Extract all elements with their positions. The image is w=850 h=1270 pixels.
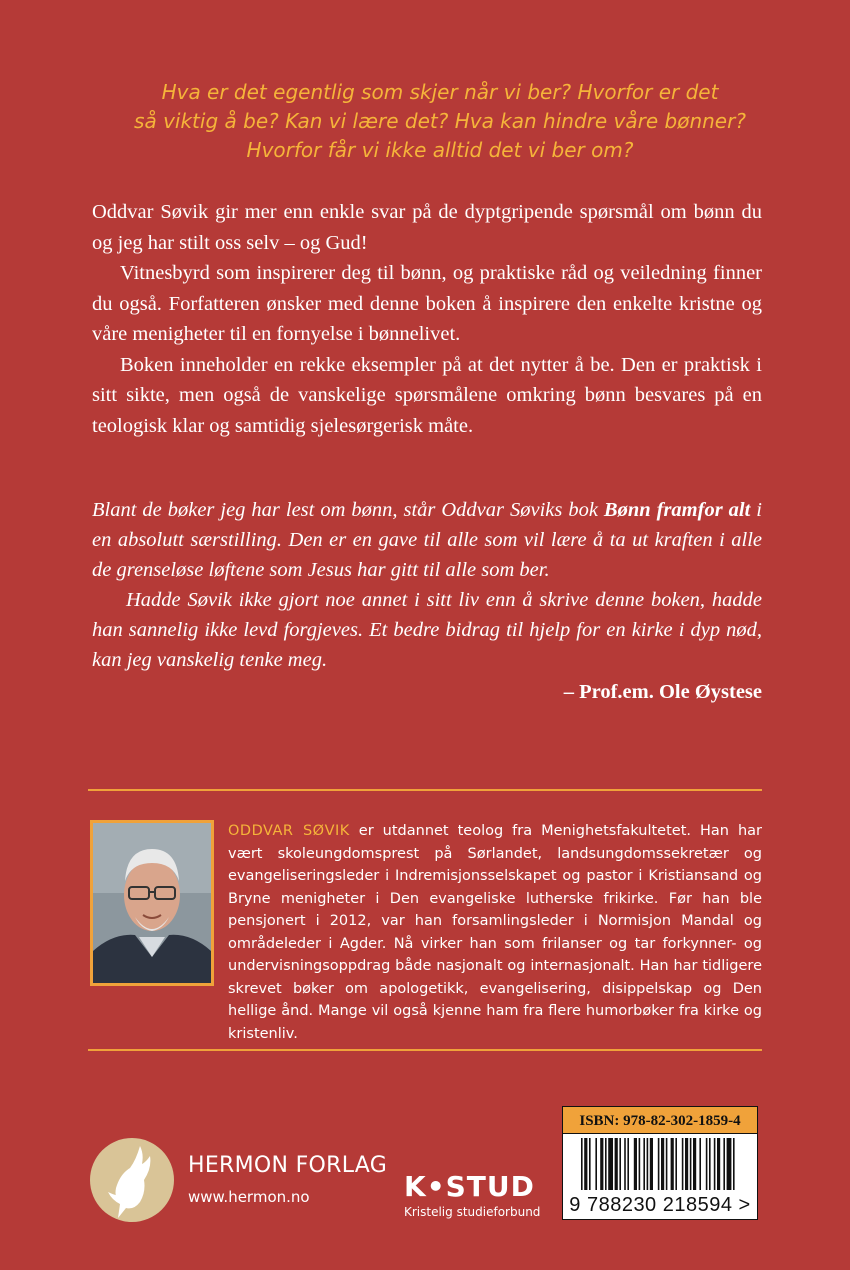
author-photo	[90, 820, 214, 986]
kstud-subtitle: Kristelig studieforbund	[404, 1205, 541, 1219]
hermon-logo	[90, 1138, 174, 1222]
intro-line: Hvorfor får vi ikke alltid det vi ber om?	[246, 138, 634, 162]
intro-questions	[130, 78, 750, 165]
quote-text: Blant de bøker jeg har lest om bønn, står Oddvar Søviks bok	[92, 499, 604, 521]
description-paragraph: Oddvar Søvik gir mer enn enkle svar på de dyptgripende spørsmål om bønn du og jeg har stilt oss selv – og Gud!	[92, 201, 762, 254]
author-bio-text: er utdannet teolog fra Menighetsfakultetet. Han har vært skoleungdomsprest på Sørlandet, landsungdomssekretær og evangeliseringsleder i Indremisjonsselskapet og pastor i Kristiansand og Bryne menigheter i Den evangeliske lutherske frikirke. Før han ble pensjonert i 2012, var han forsamlingsleder i Normisjon Mandal og områdeleder i Agder. Nå virker han som frilanser og tar forkynner- og undervisningsoppdrag både nasjonalt og internasjonalt. Han har tidligere skrevet bøker om apologetikk, evangelisering, disippelskap og Den hellige ånd. Mange vil også kjenne ham fra flere humorbøker fra kirke og kristenliv.	[228, 823, 762, 1042]
quote-paragraph: Hadde Søvik ikke gjort noe annet i sitt liv enn å skrive denne boken, hadde han sannelig ikke levd forgjeves. Et bedre bidrag til hjelp for en kirke i dyp nød, kan jeg vanskelig tenke meg.	[92, 589, 762, 671]
description-paragraph: Boken inneholder en rekke eksempler på at det nytter å be. Den er praktisk i sitt sikte, men også de vanskelige spørsmålene omkring bønn besvares på en teologisk klar og samtidig sjelesørgerisk måte.	[92, 353, 762, 437]
divider-top	[88, 789, 762, 791]
barcode-bars	[563, 1138, 757, 1198]
book-description	[92, 197, 762, 441]
isbn-label: ISBN: 978-82-302-1859-4	[562, 1106, 758, 1134]
quote-paragraph	[92, 495, 762, 585]
barcode-digits: 9 788230 218594 >	[569, 1194, 751, 1216]
endorsement-quote	[92, 495, 762, 675]
quote-attribution: – Prof.em. Ole Øystese	[563, 681, 762, 703]
intro-line: Hva er det egentlig som skjer når vi ber? Hvorfor er det	[161, 80, 719, 104]
divider-bottom	[88, 1049, 762, 1051]
publisher-name: HERMON FORLAG	[188, 1153, 388, 1178]
kstud-logo: K•STUD	[404, 1170, 535, 1203]
quote-text: i en absolutt særstilling. Den er en gave til alle som vil lære å ta ut kraften i alle de grenseløse løftene som Jesus har gitt til alle som ber.	[92, 499, 762, 581]
dove-icon	[90, 1138, 174, 1222]
quoted-book-title: Bønn framfor alt	[603, 499, 751, 521]
description-paragraph: Vitnesbyrd som inspirerer deg til bønn, og praktiske råd og veiledning finner du også. Forfatteren ønsker med denne boken å inspirere den enkelte kristne og våre menigheter til en fornyelse i bønnelivet.	[92, 262, 762, 345]
intro-line: så viktig å be? Kan vi lære det? Hva kan hindre våre bønner?	[134, 109, 746, 133]
author-name: ODDVAR SØVIK	[228, 823, 350, 839]
author-bio	[228, 820, 762, 1045]
publisher-url[interactable]: www.hermon.no	[188, 1188, 310, 1206]
